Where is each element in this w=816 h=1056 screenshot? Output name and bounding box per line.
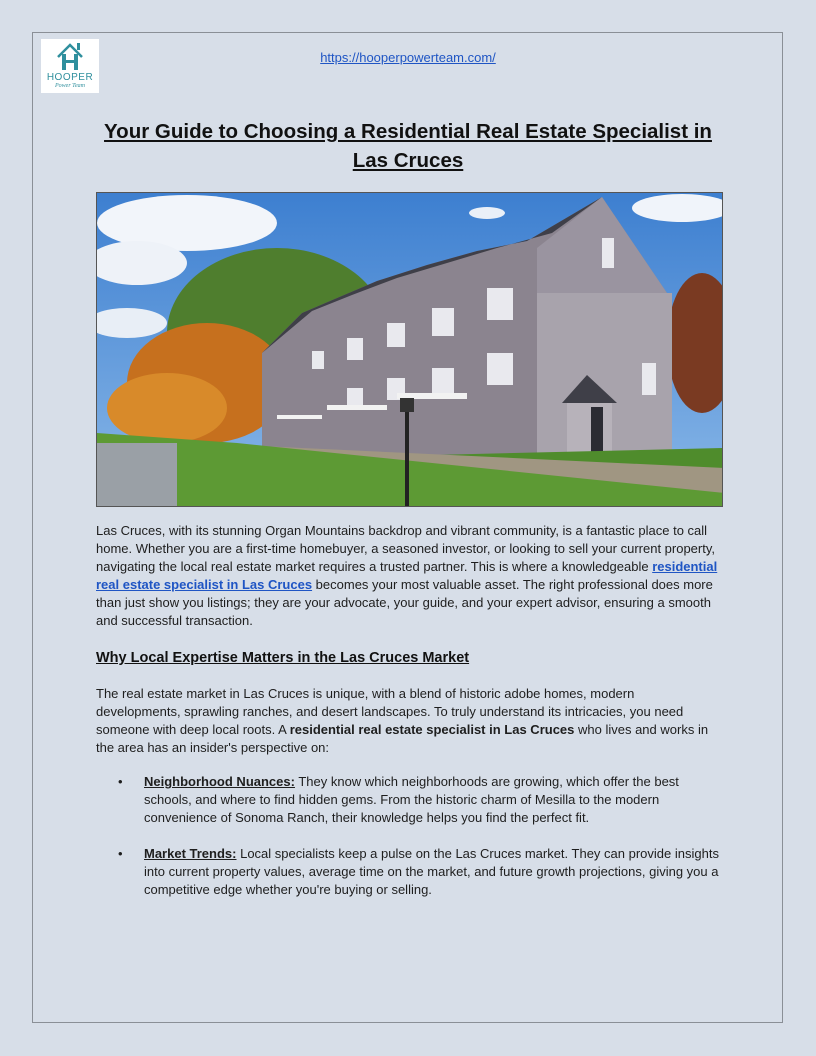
page-title: Your Guide to Choosing a Residential Real Estate Specialist in Las Cruces: [104, 120, 712, 172]
specialist-link[interactable]: residential real estate specialist in Las Cruces: [96, 559, 718, 592]
site-url-link[interactable]: https://hooperpowerteam.com/: [320, 50, 496, 65]
section-text-start: The real estate market in Las Cruces is unique, with a blend of historic adobe homes, modern developments, sprawling ranches, and desert landscapes. To truly understand its intricacies, you need someone with deep local roots. A: [96, 686, 684, 737]
bullet-term: Neighborhood Nuances:: [144, 774, 295, 789]
townhouse-photo: [97, 193, 723, 507]
bullet-text: They know which neighborhoods are growing, which offer the best schools, and where to find hidden gems. From the historic charm of Mesilla to the modern convenience of Sonoma Ranch, their knowledge helps you find the perfect fit.: [144, 774, 679, 825]
logo-tagline: Power Team: [55, 83, 85, 89]
list-item: [96, 773, 721, 827]
hero-photo-townhouses: [96, 192, 723, 507]
section-text-bold: residential real estate specialist in Las Cruces: [289, 722, 575, 737]
intro-paragraph: [96, 522, 721, 630]
expertise-list: [96, 773, 721, 917]
list-item: [96, 845, 721, 899]
section-heading: Why Local Expertise Matters in the Las Cruces Market: [96, 650, 470, 666]
section-text-end: who lives and works in the area has an insider's perspective on:: [96, 722, 709, 755]
intro-text-end: becomes your most valuable asset. The right professional does more than just show you listings; they are your advocate, your guide, and your expert advisor, ensuring a smooth and successful transaction.: [96, 577, 713, 628]
intro-text-start: Las Cruces, with its stunning Organ Mountains backdrop and vibrant community, is a fantastic place to call home. Whether you are a first-time homebuyer, a seasoned investor, or looking to sell your current property, navigating the local real estate market requires a trusted partner. This is where a knowledgeable: [96, 523, 716, 574]
bullet-icon: •: [118, 774, 123, 789]
section-paragraph: [96, 685, 721, 757]
logo-wordmark: HOOPER: [46, 72, 94, 83]
bullet-icon: •: [118, 846, 123, 861]
company-logo[interactable]: [41, 39, 99, 93]
bullet-term: Market Trends:: [144, 846, 237, 861]
bullet-text: Local specialists keep a pulse on the Las Cruces market. They can provide insights into current property values, average time on the market, and future growth projections, giving you a competitive edge whether you're buying or selling.: [144, 846, 719, 897]
